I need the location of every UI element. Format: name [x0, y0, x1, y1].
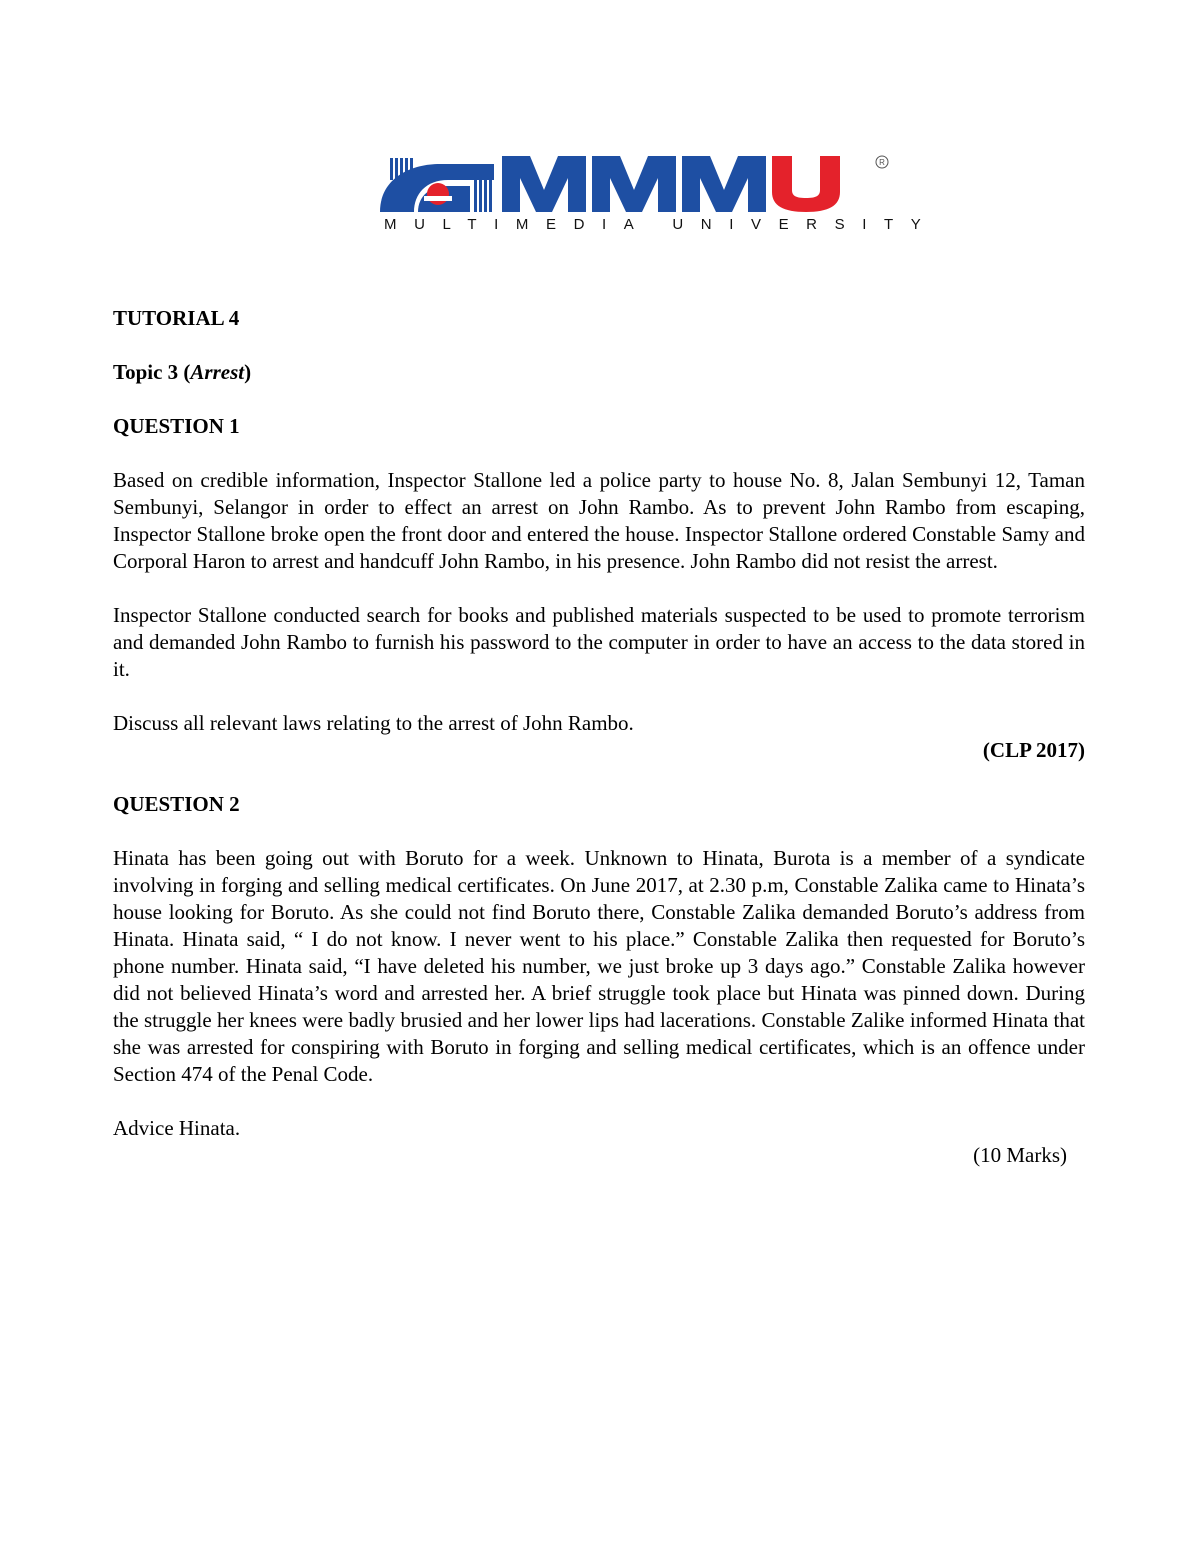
- question2-marks: (10 Marks): [973, 1143, 1067, 1167]
- topic-italic: Arrest: [190, 360, 245, 384]
- question2-paragraph: Hinata has been going out with Boruto for a week. Unknown to Hinata, Burota is a member of a syndicate involving in forging and selling medical certificates. On June 2017, at 2.30 p.m, Constable Zalika came to Hinata’s house looking for Boruto. As she could not find Boruto there, Constable Zalika demanded Boruto’s address from Hinata. Hinata said, “ I do not know. I never went to his place.” Constable Zalika then requested for Boruto’s phone number. Hinata said, “I have deleted his number, we just broke up 3 days ago.” Constable Zalika however did not believed Hinata’s word and arrested her. A brief struggle took place but Hinata was pinned down. During the struggle her knees were badly brusied and her lower lips had lacerations. Constable Zalike informed Hinata that she was arrested for conspiring with Boruto in forging and selling medical certificates, which is an offence under Section 474 of the Penal Code.: [113, 846, 1085, 1086]
- topic-prefix: Topic 3 (: [113, 360, 191, 384]
- document-body: [113, 305, 1085, 1169]
- logo-wordmark: MULTIMEDIA UNIVERSITY: [384, 216, 939, 233]
- tutorial-title: TUTORIAL 4: [113, 306, 240, 330]
- topic-suffix: ): [244, 360, 252, 384]
- question2-task: Advice Hinata.: [113, 1116, 241, 1140]
- topic-heading: [113, 359, 1085, 386]
- mmu-logo: [378, 150, 939, 240]
- question1-paragraph-2: Inspector Stallone conducted search for books and published materials suspected to be used to promote terrorism and demanded John Rambo to furnish his password to the computer in order to have an access to the data stored in it.: [113, 603, 1085, 681]
- svg-text:R: R: [879, 158, 885, 167]
- question1-task: Discuss all relevant laws relating to the arrest of John Rambo.: [113, 711, 634, 735]
- mmu-logo-graphic: [378, 150, 900, 216]
- question2-heading: QUESTION 2: [113, 792, 240, 816]
- logo-letters: [502, 156, 840, 212]
- question1-source: (CLP 2017): [982, 738, 1085, 762]
- question1-paragraph-1: Based on credible information, Inspector Stallone led a police party to house No. 8, Jalan Sembunyi 12, Taman Sembunyi, Selangor in order to effect an arrest on John Rambo. As to prevent John Rambo from escaping, Inspector Stallone broke open the front door and entered the house. Inspector Stallone ordered Constable Samy and Corporal Haron to arrest and handcuff John Rambo, in his presence. John Rambo did not resist the arrest.: [113, 468, 1085, 573]
- logo-emblem: [380, 158, 494, 212]
- question1-heading: QUESTION 1: [113, 414, 240, 438]
